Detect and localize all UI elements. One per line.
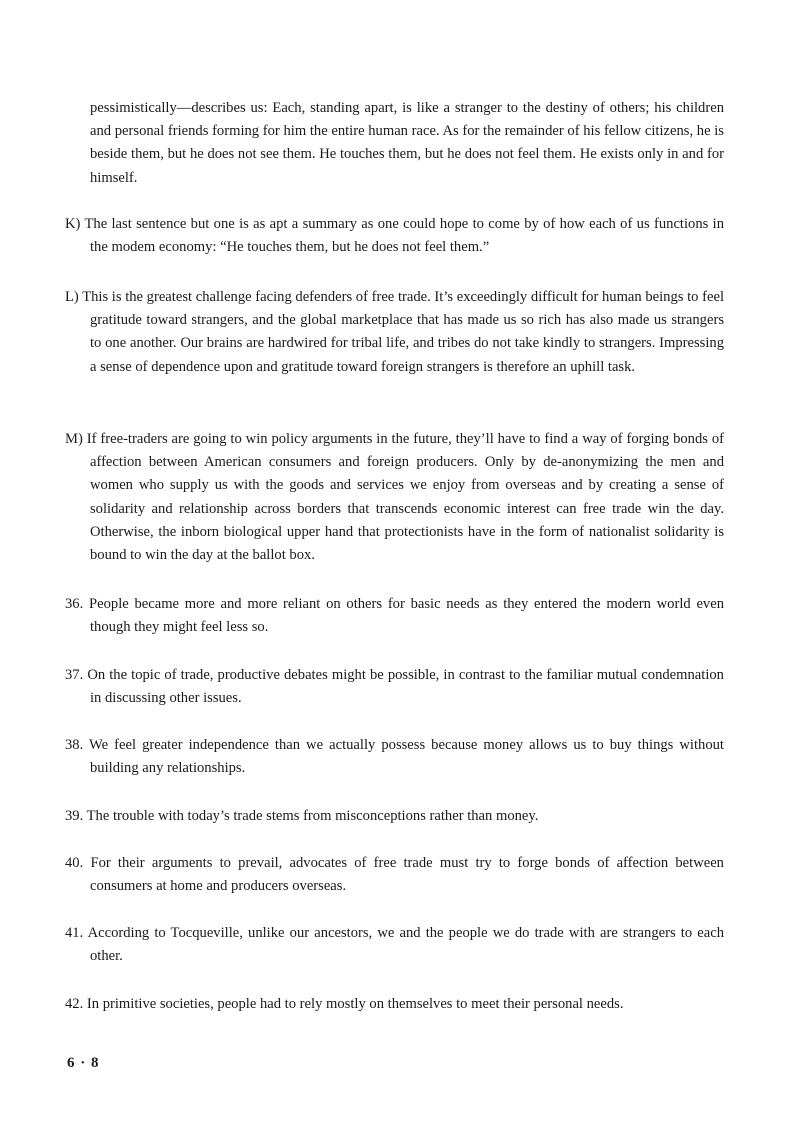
question-40	[65, 852, 724, 898]
question-39	[65, 805, 724, 828]
page-number: 6 · 8	[67, 1055, 100, 1071]
question-42	[65, 993, 724, 1016]
question-number: 40.	[65, 855, 84, 871]
question-text: The trouble with today’s trade stems from misconceptions rather than money.	[86, 808, 539, 824]
question-number: 36.	[65, 596, 84, 612]
question-number: 39.	[65, 808, 84, 824]
question-37	[65, 664, 724, 710]
paragraph-label: M)	[65, 431, 83, 447]
question-number: 41.	[65, 925, 84, 941]
question-text: For their arguments to prevail, advocates of free trade must try to forge bonds of affection between consumers at home and producers overseas.	[90, 855, 724, 895]
paragraph-m	[65, 428, 724, 567]
question-text: We feel greater independence than we actually possess because money allows us to buy things without building any relationships.	[89, 737, 724, 777]
question-number: 37.	[65, 667, 84, 683]
paragraph-text: This is the greatest challenge facing defenders of free trade. It’s exceedingly difficult for human beings to feel gratitude toward strangers, and the global marketplace that has made us so rich has also made us strangers to one another. Our brains are hardwired for tribal life, and tribes do not take kindly to strangers. Impressing a sense of dependence upon and gratitude toward foreign strangers is therefore an uphill task.	[82, 289, 724, 375]
question-38	[65, 734, 724, 780]
question-text: In primitive societies, people had to rely mostly on themselves to meet their personal needs.	[86, 996, 624, 1012]
passage-continuation: pessimistically—describes us: Each, standing apart, is like a stranger to the destiny of others; his children and personal friends forming for him the entire human race. As for the remainder of his fellow citizens, he is beside them, but he does not see them. He touches them, but he does not feel them. He exists only in and for himself.	[90, 100, 724, 186]
question-36	[65, 593, 724, 639]
question-text: On the topic of trade, productive debates might be possible, in contrast to the familiar mutual condemnation in discussing other issues.	[87, 667, 724, 707]
paragraph-text: The last sentence but one is as apt a summary as one could hope to come by of how each of us functions in the modem economy: “He touches them, but he does not feel them.”	[84, 216, 724, 256]
question-number: 38.	[65, 737, 84, 753]
paragraph-label: K)	[65, 216, 81, 232]
question-text: According to Tocqueville, unlike our ancestors, we and the people we do trade with are strangers to each other.	[87, 925, 725, 965]
paragraph-l	[65, 286, 724, 379]
question-text: People became more and more reliant on others for basic needs as they entered the modern world even though they might feel less so.	[89, 596, 724, 636]
question-41	[65, 922, 724, 968]
question-number: 42.	[65, 996, 84, 1012]
paragraph-label: L)	[65, 289, 79, 305]
paragraph-text: If free-traders are going to win policy arguments in the future, they’ll have to find a way of forging bonds of affection between American consumers and foreign producers. Only by de-anonymizing the men and women who supply us with the goods and services we enjoy from overseas and by creating a sense of solidarity and relationship across borders that transcends economic interest can free trade win the day. Otherwise, the inborn biological upper hand that protectionists have in the form of nationalist solidarity is bound to win the day at the ballot box.	[86, 431, 725, 564]
paragraph-k	[65, 213, 724, 259]
